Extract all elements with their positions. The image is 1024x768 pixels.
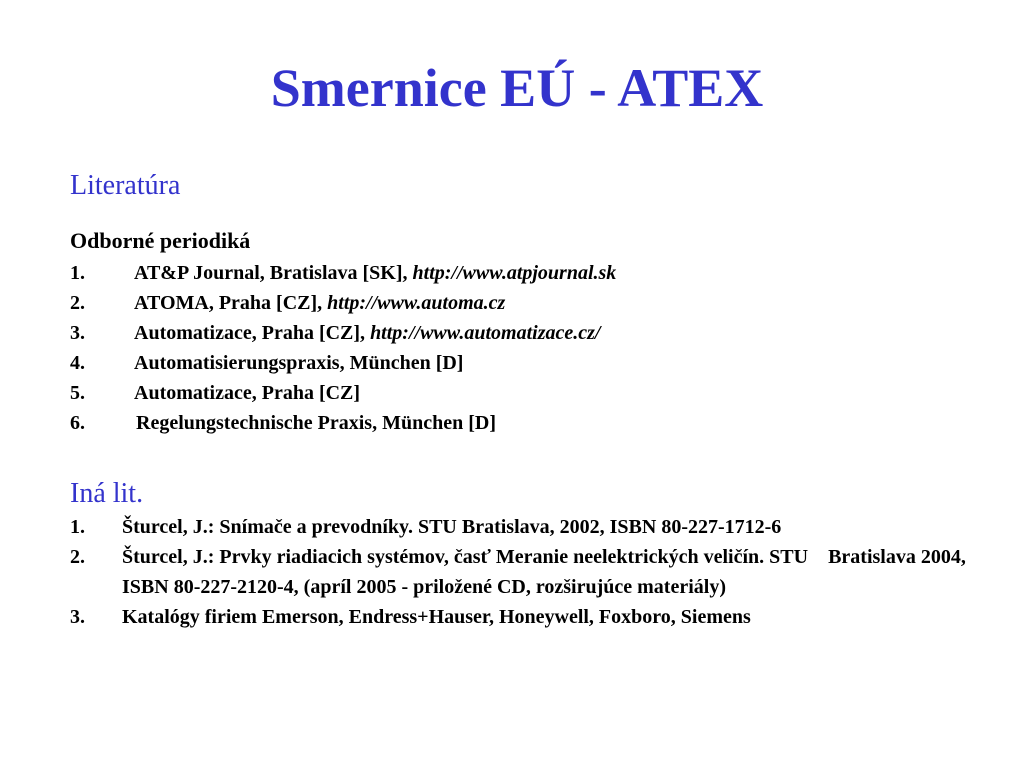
section-heading-ina-lit: Iná lit. <box>70 478 144 509</box>
list-item <box>70 408 616 438</box>
list-item-number: 6. <box>70 412 85 434</box>
list-item <box>70 318 616 348</box>
list-item-text: Katalógy firiem Emerson, Endress+Hauser, Honeywell, Foxboro, Siemens <box>122 606 751 628</box>
list-item <box>70 258 616 288</box>
list-item-text: Automatizace, Praha [CZ] <box>134 382 361 404</box>
list-item-number: 1. <box>70 262 85 284</box>
list-item <box>70 378 616 408</box>
periodicals-list <box>70 258 616 438</box>
list-item-number: 4. <box>70 352 85 374</box>
list-item <box>70 542 970 602</box>
other-literature-list <box>70 512 970 632</box>
list-item-text: Šturcel, J.: Prvky riadiacich systémov, časť Meranie neelektrických veličín. STU Bratislava 2004, ISBN 80-227-2120-4, (apríl 2005 - priložené CD, rozširujúce materiály) <box>122 546 971 598</box>
list-item-number: 1. <box>70 516 85 538</box>
list-item-number: 5. <box>70 382 85 404</box>
list-item-url[interactable]: http://www.automa.cz <box>327 292 506 314</box>
list-item-text: Šturcel, J.: Snímače a prevodníky. STU Bratislava, 2002, ISBN 80-227-1712-6 <box>122 516 782 538</box>
list-item-text: ATOMA, Praha [CZ], <box>134 292 323 314</box>
slide-title: Smernice EÚ - ATEX <box>270 58 764 118</box>
section-heading-literatura: Literatúra <box>70 170 181 201</box>
list-item-number: 2. <box>70 546 85 568</box>
list-item-number: 2. <box>70 292 85 314</box>
list-item-text: AT&P Journal, Bratislava [SK], <box>134 262 408 284</box>
list-item-url[interactable]: http://www.atpjournal.sk <box>412 262 617 284</box>
section-subheading-periodika: Odborné periodiká <box>70 228 251 253</box>
list-item-text: Automatisierungspraxis, München [D] <box>134 352 464 374</box>
list-item-url[interactable]: http://www.automatizace.cz/ <box>370 322 601 344</box>
list-item-number: 3. <box>70 606 85 628</box>
list-item-text: Automatizace, Praha [CZ], <box>134 322 366 344</box>
list-item <box>70 288 616 318</box>
list-item <box>70 348 616 378</box>
list-item <box>70 602 970 632</box>
list-item-number: 3. <box>70 322 85 344</box>
list-item-text: Regelungstechnische Praxis, München [D] <box>136 412 496 434</box>
list-item <box>70 512 970 542</box>
